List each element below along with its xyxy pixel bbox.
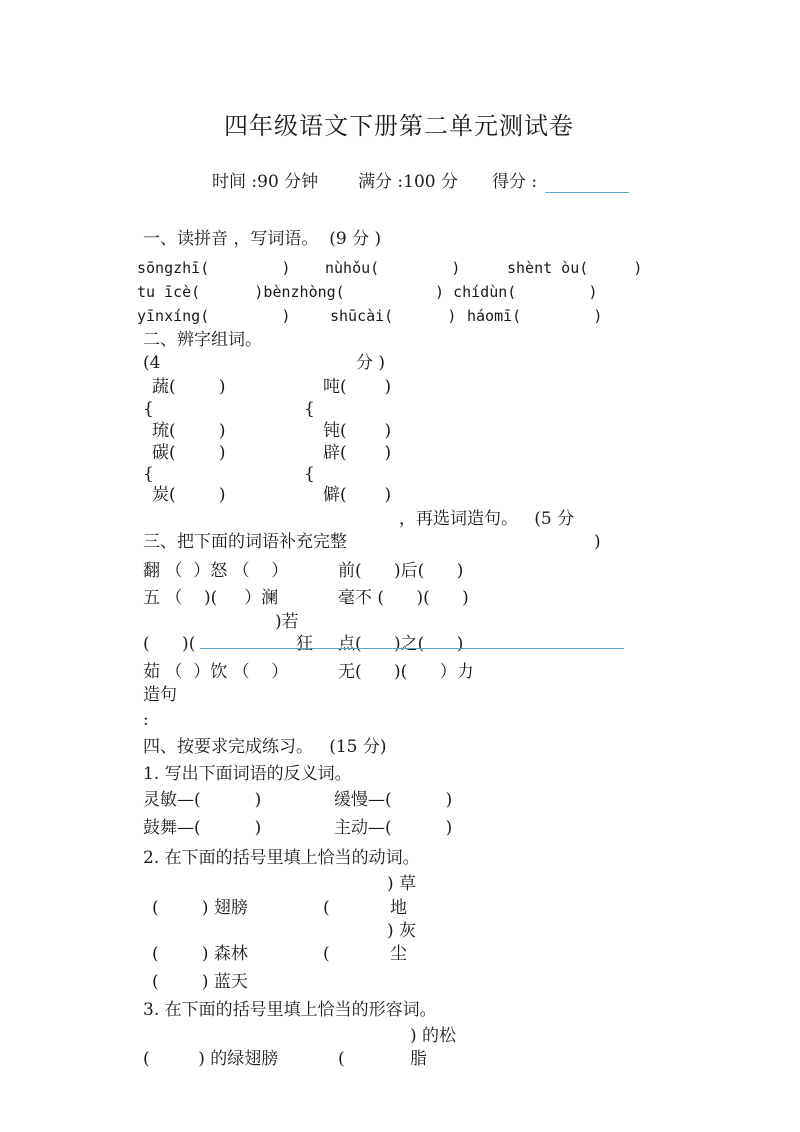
- pinyin-item: tu īcè( )bènzhòng( ) chídùn( ): [137, 283, 598, 301]
- idiom-item: )若: [275, 612, 299, 632]
- section-2-heading: 二、辨字组词。: [143, 330, 262, 350]
- verb-item: ( ) 森林: [152, 944, 248, 964]
- char-group-item: 蔬( ): [152, 377, 226, 397]
- pinyin-item: shūcài( ): [330, 307, 457, 325]
- verb-item: ) 草: [387, 874, 417, 894]
- score-label: 得分 :: [492, 172, 538, 192]
- antonym-item: 缓慢—( ): [334, 790, 453, 810]
- adjective-item: ) 的松: [410, 1026, 457, 1046]
- brace-symbol: {: [304, 399, 315, 419]
- idiom-item: 无( )( ）力: [338, 662, 474, 682]
- pinyin-item: nùhǒu( ): [325, 259, 461, 277]
- char-group-item: 辟( ): [323, 443, 392, 463]
- section-3-heading: 三、把下面的词语补充完整: [143, 532, 347, 552]
- adjective-item: 脂: [410, 1049, 427, 1069]
- antonym-item: 灵敏—( ): [143, 790, 262, 810]
- section-1-heading: 一、读拼音 ，写词语。 (9 分 ): [143, 229, 382, 249]
- char-group-item: 碳( ): [152, 443, 226, 463]
- make-sentence-label: 造句: [143, 685, 177, 705]
- char-group-item: 钝( ): [323, 421, 392, 441]
- full-score: 满分 :100 分: [358, 172, 458, 192]
- verb-item: (: [323, 898, 330, 918]
- time-limit: 时间 :90 分钟: [212, 172, 319, 192]
- idiom-item: 点( )之( ): [338, 634, 464, 654]
- section-4-heading: 四、按要求完成练习。 (15 分): [143, 737, 387, 757]
- question-3: 3. 在下面的括号里填上恰当的形容词。: [143, 1000, 437, 1020]
- verb-item: 地: [390, 898, 407, 918]
- idiom-item: 五 （ )( ）澜: [143, 588, 279, 608]
- sentence-answer-line[interactable]: [200, 648, 624, 649]
- pinyin-item: shènt òu( ): [507, 259, 643, 277]
- char-group-item: 僻( ): [323, 485, 392, 505]
- page-title: 四年级语文下册第二单元测试卷: [224, 112, 574, 140]
- antonym-item: 鼓舞—( ): [143, 818, 262, 838]
- section-3-close: ): [594, 532, 601, 552]
- question-2: 2. 在下面的括号里填上恰当的动词。: [143, 848, 420, 868]
- score-blank[interactable]: [545, 192, 629, 193]
- verb-item: ) 灰: [387, 921, 417, 941]
- verb-item: (: [323, 944, 330, 964]
- antonym-item: 主动—( ): [334, 818, 453, 838]
- section-2-score: (4: [143, 353, 161, 373]
- verb-item: ( ) 蓝天: [152, 972, 248, 992]
- adjective-item: (: [338, 1049, 345, 1069]
- pinyin-item: yīnxíng( ): [137, 307, 291, 325]
- brace-symbol: {: [143, 399, 154, 419]
- section-3-tail: ，再选词造句。 (5 分: [399, 509, 575, 529]
- char-group-item: 琉( ): [152, 421, 226, 441]
- brace-symbol: {: [143, 464, 154, 484]
- section-2-score: 分 ): [356, 353, 386, 373]
- adjective-item: ( ) 的绿翅膀: [143, 1049, 279, 1069]
- pinyin-item: sōngzhī( ): [137, 259, 291, 277]
- question-1: 1. 写出下面词语的反义词。: [143, 764, 352, 784]
- verb-item: 尘: [390, 944, 407, 964]
- make-sentence-colon: :: [143, 710, 149, 730]
- pinyin-item: háomī( ): [467, 307, 603, 325]
- verb-item: ( ) 翅膀: [152, 898, 248, 918]
- idiom-item: ( )(: [143, 634, 196, 654]
- idiom-item: 翻 （ ）怒 （ ）: [143, 561, 289, 581]
- brace-symbol: {: [304, 464, 315, 484]
- idiom-item: 前( )后( ): [338, 561, 464, 581]
- idiom-item: 茹 （ ）饮 （ ）: [143, 662, 289, 682]
- idiom-item: 毫不 ( )( ): [338, 588, 469, 608]
- char-group-item: 炭( ): [152, 485, 226, 505]
- char-group-item: 吨( ): [323, 377, 392, 397]
- idiom-item: 狂: [296, 634, 313, 654]
